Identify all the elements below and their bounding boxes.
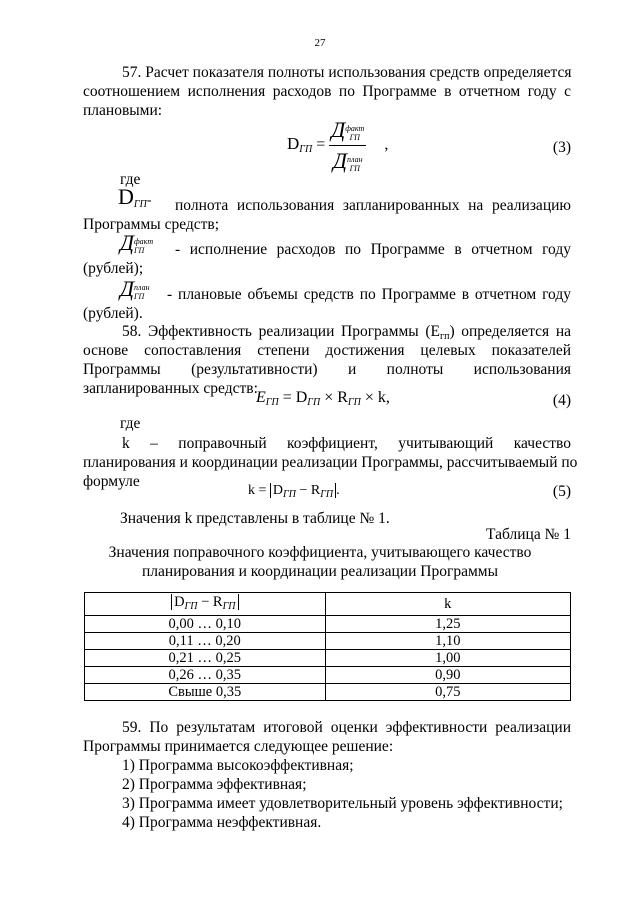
def2-text: - исполнение расходов по Программе в отчетном году: [175, 241, 571, 258]
table-cell-range: 0,00 … 0,10: [85, 616, 326, 633]
table-cell-range: 0,11 … 0,20: [85, 633, 326, 650]
table-header-row: [85, 593, 571, 616]
p58-line-3: Программы (результативности) и полноты использования: [83, 361, 571, 378]
f3-D-sub: ГП: [299, 144, 313, 156]
p58-line-4: запланированных средств:: [83, 380, 258, 397]
p59-line-1: 59. По результатам итоговой оценки эффективности реализации: [122, 719, 571, 736]
table-cell-k: 1,25: [325, 616, 570, 633]
f3-comma: ,: [384, 136, 389, 154]
where-2: где: [120, 415, 141, 432]
table-cell-range: 0,26 … 0,35: [85, 667, 326, 684]
table-cell-k: 1,10: [325, 633, 570, 650]
formula-5: $k = D_{ГП} - R_{ГП}$ .: [248, 483, 340, 500]
table-cell-range: 0,21 … 0,25: [85, 650, 326, 667]
p57-line-3: плановыми:: [83, 102, 163, 119]
table-cell-range: Свыше 0,35: [85, 684, 326, 701]
def1-symbol: $D_{ГП}-$: [118, 184, 152, 210]
def2-symbol: Дфакт ГП: [120, 230, 154, 256]
table-row: [85, 650, 571, 667]
def3-cont: (рублей).: [83, 305, 143, 322]
header-cell-k: k: [325, 593, 570, 616]
where-1: где: [120, 171, 141, 188]
k-values-text: Значения k представлены в таблице № 1.: [120, 510, 390, 527]
f3-fraction: Дфакт ГП Дплан ГП: [331, 117, 365, 174]
def2-cont: (рублей);: [83, 260, 144, 277]
formula-3-number: (3): [552, 139, 571, 156]
formula-3: [287, 117, 388, 174]
p58-line-1: 58. Эффективность реализации Программы (Егп) определяется на: [122, 323, 571, 342]
def1-cont: Программы средств;: [83, 216, 220, 233]
f3-eq: =: [316, 136, 326, 154]
kdef-line-1: k – поправочный коэффициент, учитывающий качество: [122, 435, 571, 452]
table-label: Таблица № 1: [486, 526, 571, 543]
p59-item-4: 4) Программа неэффективная.: [122, 814, 322, 831]
table-row: [85, 667, 571, 684]
kdef-line-2: планирования и координации реализации Программы, рассчитываемый по: [83, 454, 578, 471]
kdef-line-3: формуле: [83, 473, 140, 490]
def3-symbol: Дплан ГП: [120, 276, 150, 302]
table-cell-k: 0,75: [325, 684, 570, 701]
table-title-line-2: планирования и координации реализации Программы: [141, 563, 498, 580]
table-title-line-1: Значения поправочного коэффициента, учитывающего качество: [108, 544, 532, 561]
p58-line-2: основе сопоставления степени достижения целевых показателей: [83, 342, 571, 359]
p59-item-1: 1) Программа высокоэффективная;: [122, 757, 354, 774]
p59-item-3: 3) Программа имеет удовлетворительный уровень эффективности;: [122, 795, 563, 812]
table-row: [85, 616, 571, 633]
p59-line-2: Программы принимается следующее решение:: [83, 738, 394, 755]
def1-text: полнота использования запланированных на реализацию: [175, 197, 571, 214]
formula-4: $E_{ГП} = D_{ГП} \times R_{ГП} \times k$,: [256, 389, 390, 408]
formula-4-number: (4): [552, 392, 571, 409]
p57-line-1: 57. Расчет показателя полноты использования средств определяется: [122, 64, 572, 81]
header-cell-range: $D_{ГП} - R_{ГП}$: [85, 593, 326, 616]
formula-5-number: (5): [552, 483, 571, 500]
page-number: 27: [314, 37, 326, 49]
f3-D: D: [287, 134, 300, 154]
table-row: [85, 684, 571, 701]
correction-coefficient-table: [84, 592, 571, 701]
table-cell-k: 1,00: [325, 650, 570, 667]
table-row: [85, 633, 571, 650]
p59-item-2: 2) Программа эффективная;: [122, 776, 307, 793]
p57-line-2: соотношением исполнения расходов по Программе в отчетном году с: [83, 83, 571, 100]
def3-text: - плановые объемы средств по Программе в отчетном году: [167, 286, 571, 303]
table-cell-k: 0,90: [325, 667, 570, 684]
